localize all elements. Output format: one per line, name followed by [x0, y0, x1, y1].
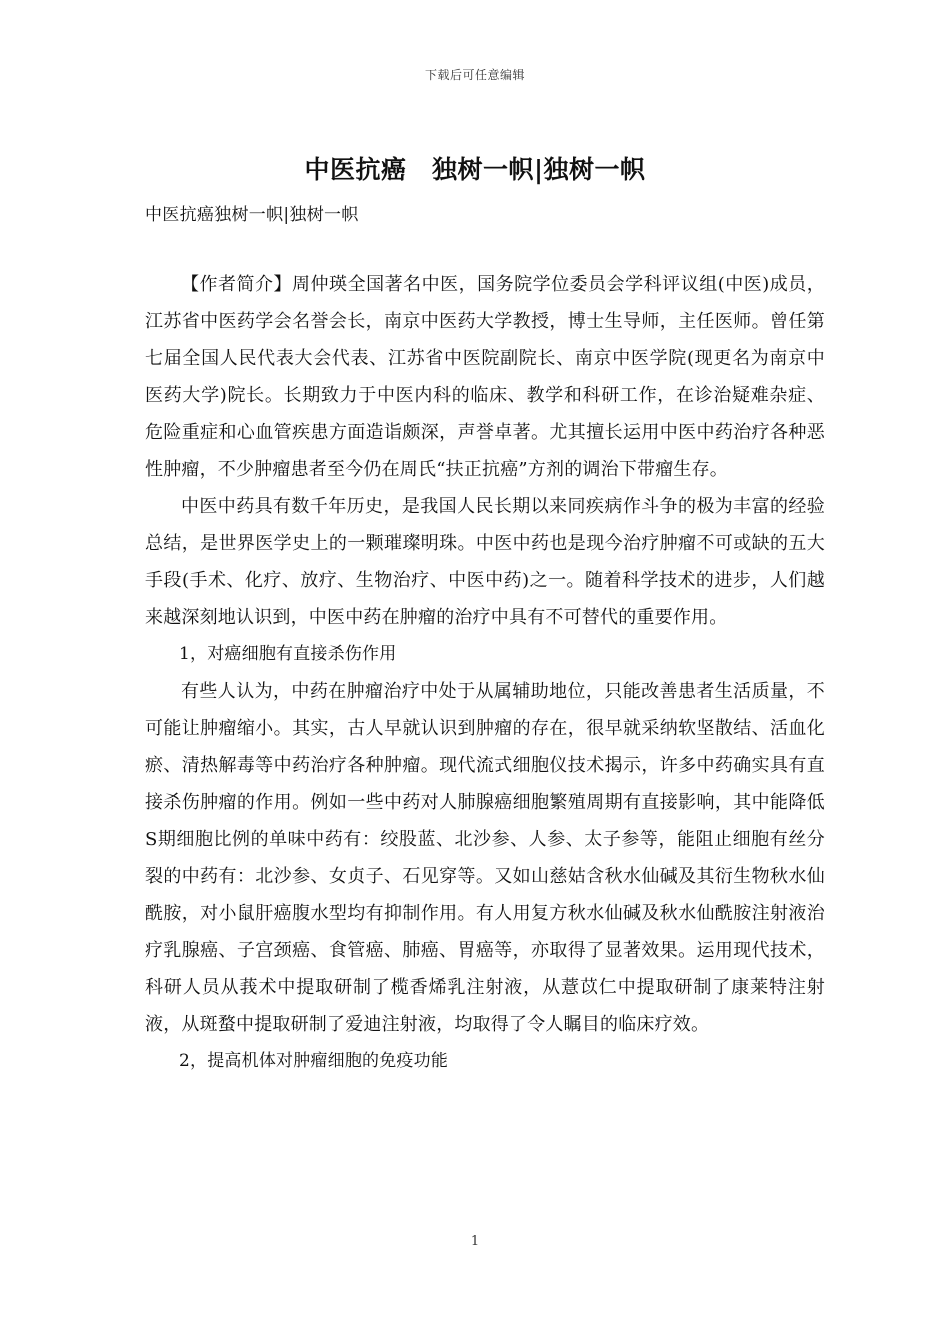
paragraph-intro: 中医中药具有数千年历史，是我国人民长期以来同疾病作斗争的极为丰富的经验总结，是世界医学史上的一颗璀璨明珠。中医中药也是现今治疗肿瘤不可或缺的五大手段(手术、化疗、放疗、生物治疗、中医中药)之一。随着科学技术的进步，人们越来越深刻地认识到，中医中药在肿瘤的治疗中具有不可替代的重要作用。 — [145, 496, 825, 628]
header-note: 下载后可任意编辑 — [424, 68, 525, 82]
document-body — [145, 266, 825, 1080]
paragraph-author-intro: 【作者简介】周仲瑛全国著名中医，国务院学位委员会学科评议组(中医)成员，江苏省中医药学会名誉会长，南京中医药大学教授，博士生导师，主任医师。曾任第七届全国人民代表大会代表、江苏省中医院副院长、南京中医学院(现更名为南京中医药大学)院长。长期致力于中医内科的临床、教学和科研工作，在诊治疑难杂症、危险重症和心血管疾患方面造诣颇深，声誉卓著。尤其擅长运用中医中药治疗各种恶性肿瘤，不少肿瘤患者至今仍在周氏“扶正抗癌”方剂的调治下带瘤生存。 — [145, 274, 825, 480]
section-heading-1: 1，对癌细胞有直接杀伤作用 — [179, 644, 397, 664]
page-number: 1 — [470, 1234, 480, 1249]
document-subtitle: 中医抗癌独树一帜|独树一帜 — [145, 205, 359, 225]
section-heading-2: 2，提高机体对肿瘤细胞的免疫功能 — [179, 1051, 449, 1071]
document-title: 中医抗癌 独树一帜|独树一帜 — [304, 155, 646, 184]
paragraph-section-1: 有些人认为，中药在肿瘤治疗中处于从属辅助地位，只能改善患者生活质量，不可能让肿瘤缩小。其实，古人早就认识到肿瘤的存在，很早就采纳软坚散结、活血化瘀、清热解毒等中药治疗各种肿瘤。现代流式细胞仪技术揭示，许多中药确实具有直接杀伤肿瘤的作用。例如一些中药对人肺腺癌细胞繁殖周期有直接影响，其中能降低S期细胞比例的单味中药有：绞股蓝、北沙参、人参、太子参等，能阻止细胞有丝分裂的中药有：北沙参、女贞子、石见穿等。又如山慈姑含秋水仙碱及其衍生物秋水仙酰胺，对小鼠肝癌腹水型均有抑制作用。有人用复方秋水仙碱及秋水仙酰胺注射液治疗乳腺癌、子宫颈癌、食管癌、肺癌、胃癌等，亦取得了显著效果。运用现代技术，科研人员从莪术中提取研制了榄香烯乳注射液，从薏苡仁中提取研制了康莱特注射液，从斑蝥中提取研制了爱迪注射液，均取得了令人瞩目的临床疗效。 — [145, 681, 825, 1035]
